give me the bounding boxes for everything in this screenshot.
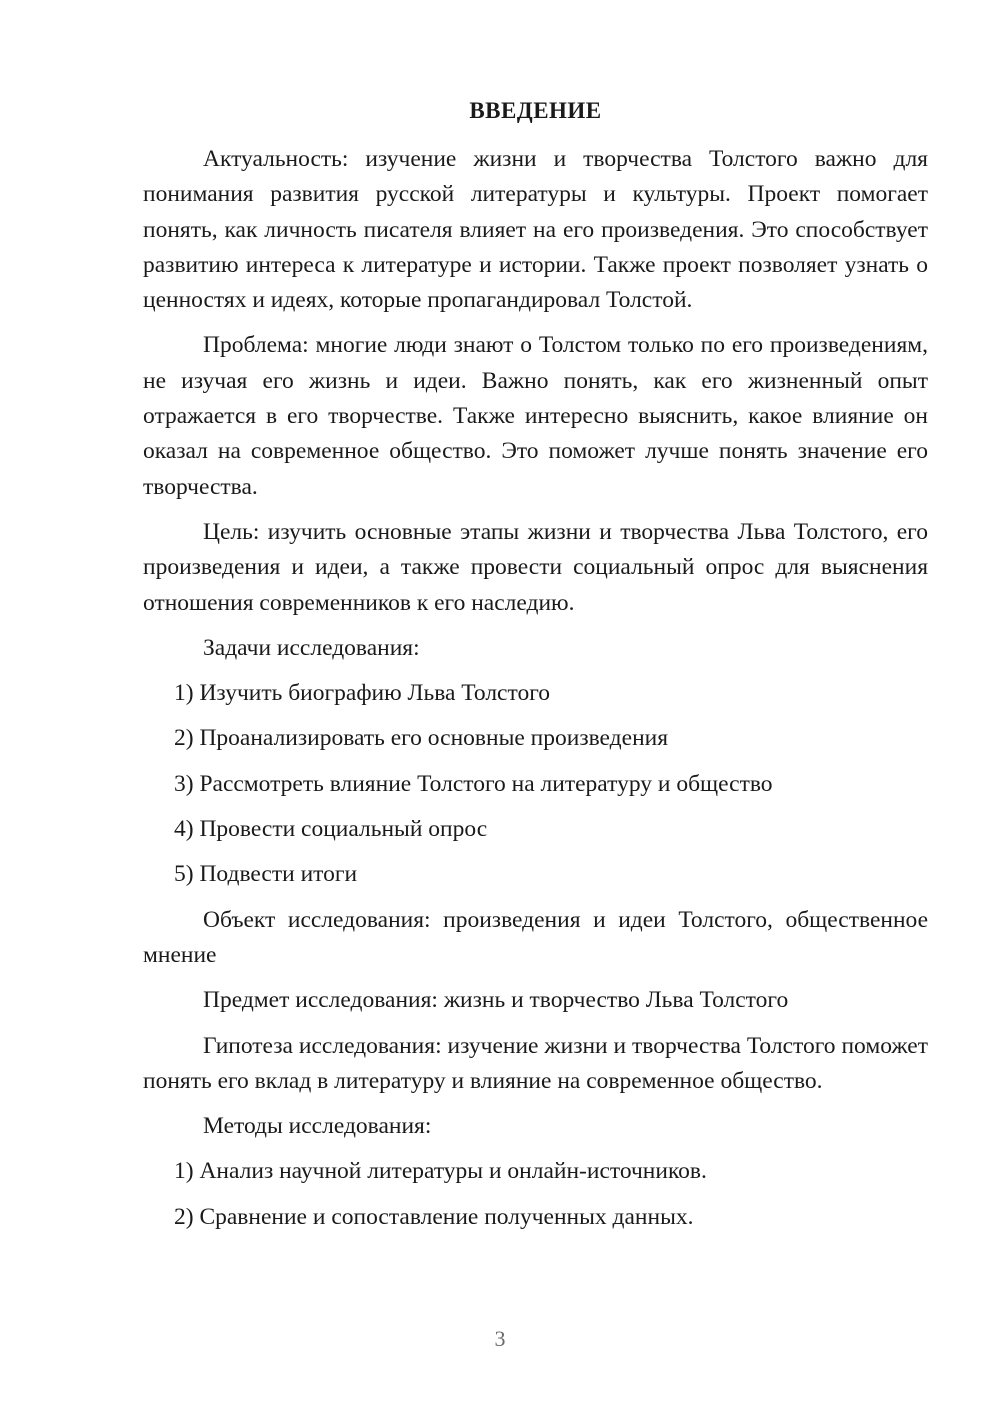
methods-heading: Методы исследования: bbox=[203, 1113, 432, 1140]
section-title: ВВЕДЕНИЕ bbox=[469, 98, 602, 123]
method-item: 2) Сравнение и сопоставление полученных данных. bbox=[174, 1203, 694, 1230]
subject-paragraph: Предмет исследования: жизнь и творчество Льва Толстого bbox=[203, 987, 789, 1014]
relevance-paragraph: Актуальность: изучение жизни и творчества Толстого важно для понимания развития русской литературы и культуры. Проект помогает понять, как личность писателя влияет на его произведения. Это способствует развитию интереса к литературе и истории. Также проект позволяет узнать о ценностях и идеях, которые пропагандировал Толстой. bbox=[143, 146, 928, 314]
task-item: 2) Проанализировать его основные произведения bbox=[174, 725, 669, 752]
object-paragraph: Объект исследования: произведения и идеи Толстого, общественное мнение bbox=[143, 906, 928, 968]
document-body bbox=[143, 142, 928, 1245]
goal-paragraph: Цель: изучить основные этапы жизни и творчества Льва Толстого, его произведения и идеи, а также провести социальный опрос для выяснения отношения современников к его наследию. bbox=[143, 518, 928, 616]
tasks-heading: Задачи исследования: bbox=[203, 634, 420, 661]
task-item: 3) Рассмотреть влияние Толстого на литературу и общество bbox=[174, 770, 773, 797]
methods-list bbox=[143, 1154, 928, 1235]
task-item: 1) Изучить биографию Льва Толстого bbox=[174, 680, 550, 707]
hypothesis-paragraph: Гипотеза исследования: изучение жизни и творчества Толстого поможет понять его вклад в литературу и влияние на современное общество. bbox=[143, 1032, 928, 1094]
task-item: 4) Провести социальный опрос bbox=[174, 816, 488, 843]
task-item: 5) Подвести итоги bbox=[174, 861, 358, 888]
problem-paragraph: Проблема: многие люди знают о Толстом только по его произведениям, не изучая его жизнь и идеи. Важно понять, как его жизненный опыт отражается в его творчестве. Также интересно выяснить, какое влияние он оказал на современное общество. Это поможет лучше понять значение его творчества. bbox=[143, 332, 928, 500]
method-item: 1) Анализ научной литературы и онлайн-источников. bbox=[174, 1158, 707, 1185]
page-number: 3 bbox=[494, 1326, 506, 1351]
tasks-list bbox=[143, 676, 928, 892]
